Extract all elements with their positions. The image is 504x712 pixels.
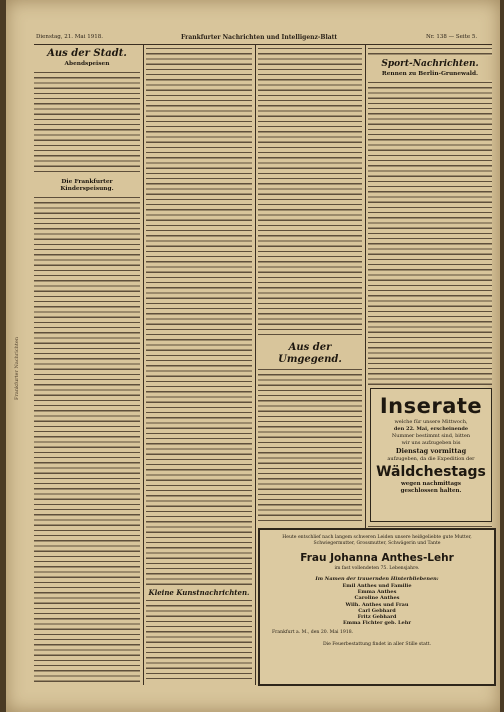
obituary-place-date: Frankfurt a. M., den 20. Mai 1918.	[272, 630, 354, 636]
header-masthead: Frankfurter Nachrichten und Intelligenz-Blatt	[181, 34, 338, 41]
ad-line: geschlossen halten.	[400, 488, 462, 494]
article-body	[146, 598, 252, 683]
column-1	[34, 46, 140, 686]
header-rule	[34, 44, 492, 45]
section-title-kunst: Kleine Kunstnachrichten.	[148, 588, 250, 597]
column-2	[146, 46, 252, 686]
article-body	[146, 46, 252, 586]
obituary-notice	[258, 528, 496, 686]
article-body	[258, 367, 362, 525]
column-3	[258, 46, 362, 336]
ad-brand: Wäldchestags	[376, 464, 486, 480]
subhead-rennen: Rennen zu Berlin-Grunewald.	[381, 71, 479, 77]
ad-line: aufzugeben, da die Expedition der	[387, 456, 475, 462]
ad-line: Dienstag vormittag	[395, 447, 467, 455]
article-body	[34, 70, 140, 175]
column-3-umgegend	[258, 340, 362, 525]
obituary-mourner: Fritz Gebhard	[357, 614, 397, 621]
obituary-mourner: Carl Gebhard	[358, 607, 396, 614]
ad-line: den 22. Mai, erscheinende	[393, 426, 469, 432]
article-body	[368, 80, 492, 385]
column-rule	[143, 45, 144, 685]
column-4	[368, 46, 492, 386]
ad-title: Inserate	[379, 394, 483, 418]
header-page-number: Nr. 138 — Seite 5.	[426, 34, 478, 40]
subhead-abendspeisen: Abendspeisen	[64, 61, 110, 67]
article-body	[34, 195, 140, 686]
header-date: Dienstag, 21. Mai 1918.	[36, 34, 103, 40]
obituary-mourner: Emma Anthes	[357, 589, 397, 596]
subhead-kinderspeisung: Die Frankfurter Kinderspeisung.	[60, 179, 114, 192]
column-rule	[255, 45, 256, 685]
obituary-footer: Die Feuerbestattung findet in aller Stille statt.	[322, 642, 432, 648]
ad-line: wegen nachmittags	[401, 481, 461, 487]
article-body	[258, 46, 362, 336]
ad-inserate	[370, 388, 492, 522]
obituary-name: Frau Johanna Anthes-Lehr	[300, 552, 454, 564]
article-body	[368, 46, 492, 56]
ad-line: wir uns aufzugeben bis	[401, 440, 461, 446]
newspaper-page	[6, 0, 500, 712]
obituary-mourners-list	[260, 583, 494, 626]
obituary-intro: Heute entschlief nach langem schweren Leiden unsere heißgeliebte gute Mutter, Schwiegermutter, Grossmutter, Schwägerin und Tante	[282, 535, 472, 546]
section-title-umgegend: Aus der Umgegend.	[278, 342, 342, 365]
obituary-mourners-heading: Im Namen der trauernden Hinterbliebenen:	[315, 576, 439, 582]
ad-line: Nummer bestimmt sind, bitten	[391, 433, 471, 439]
section-title-sport: Sport-Nachrichten.	[381, 59, 479, 69]
obituary-mourner: Caroline Anthes	[354, 595, 400, 602]
obituary-age: im fast vollendeten 75. Lebensjahre.	[334, 566, 420, 571]
page-header	[6, 32, 500, 44]
section-title-stadt: Aus der Stadt.	[47, 48, 127, 59]
margin-label: Frankfurter Nachrichten	[14, 336, 20, 400]
obituary-mourner: Wilh. Anthes und Frau	[345, 601, 409, 608]
obituary-mourner: Emma Fichter geb. Lehr	[343, 620, 411, 627]
ad-line: welche für unsere Mittwoch,	[394, 419, 468, 425]
obituary-mourner: Emil Anthes und Familie	[342, 583, 412, 589]
